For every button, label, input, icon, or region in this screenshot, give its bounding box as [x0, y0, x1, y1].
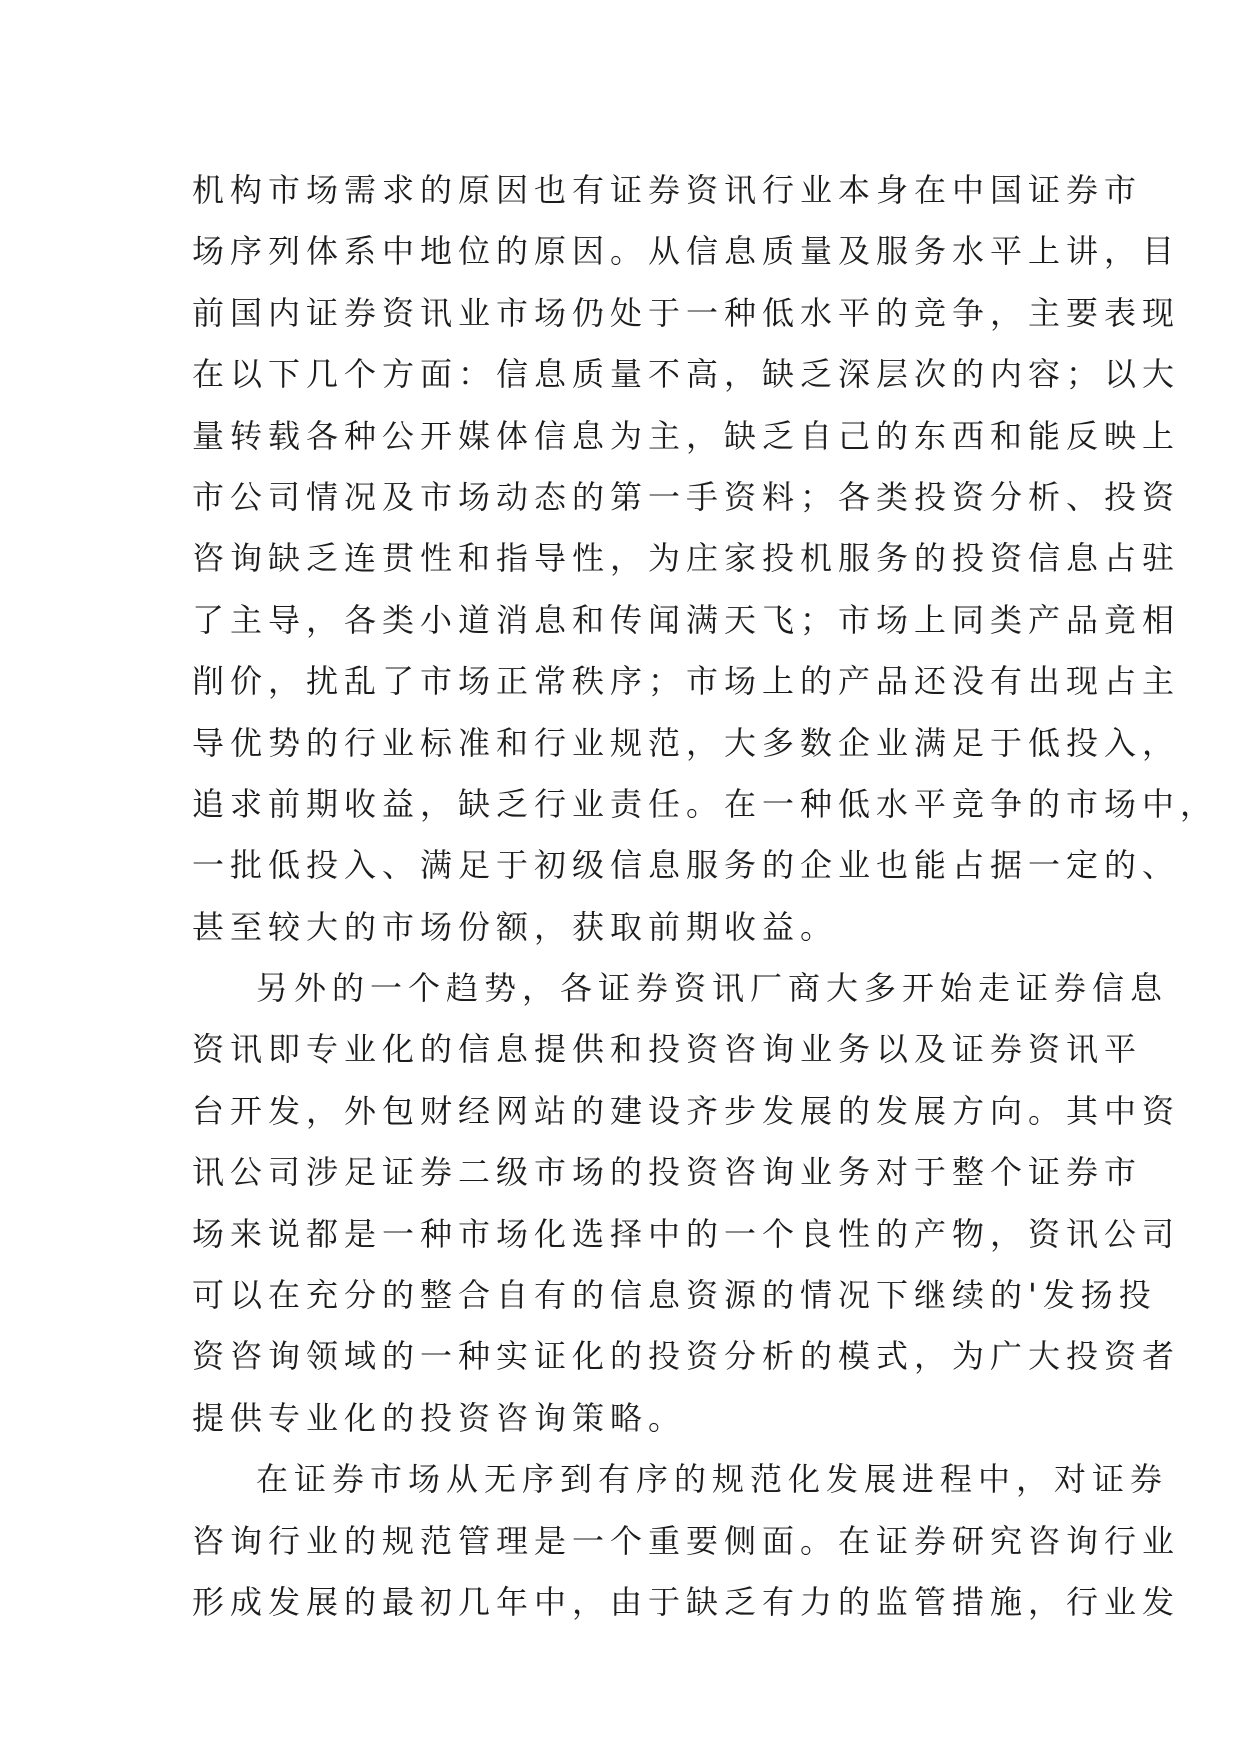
text-line: 咨询缺乏连贯性和指导性，为庄家投机服务的投资信息占驻: [192, 539, 1181, 578]
text-line: 在以下几个方面：信息质量不高，缺乏深层次的内容；以大: [192, 355, 1181, 394]
paragraph: [192, 1449, 1181, 1633]
text-line: 前国内证券资讯业市场仍处于一种低水平的竞争，主要表现: [192, 293, 1181, 332]
text-line: 在证券市场从无序到有序的规范化发展进程中，对证券: [256, 1460, 1169, 1499]
text-line: 台开发，外包财经网站的建设齐步发展的发展方向。其中资: [192, 1091, 1181, 1130]
text-line: 追求前期收益，缺乏行业责任。在一种低水平竞争的市场中，: [192, 784, 1219, 823]
text-line: 市公司情况及市场动态的第一手资料；各类投资分析、投资: [192, 477, 1181, 516]
text-line: 提供专业化的投资咨询策略。: [192, 1398, 687, 1437]
text-line: 削价，扰乱了市场正常秩序；市场上的产品还没有出现占主: [192, 662, 1181, 701]
text-line: 形成发展的最初几年中，由于缺乏有力的监管措施，行业发: [192, 1582, 1181, 1621]
text-line: 资咨询领域的一种实证化的投资分析的模式，为广大投资者: [192, 1337, 1181, 1376]
text-line: 另外的一个趋势，各证券资讯厂商大多开始走证券信息: [256, 969, 1169, 1008]
paragraph: [192, 160, 1219, 958]
text-line: 资讯即专业化的信息提供和投资咨询业务以及证券资讯平: [192, 1030, 1143, 1069]
text-line: 场来说都是一种市场化选择中的一个良性的产物，资讯公司: [192, 1214, 1181, 1253]
text-line: 可以在充分的整合自有的信息资源的情况下继续的'发扬投: [192, 1276, 1157, 1315]
text-line: 讯公司涉足证券二级市场的投资咨询业务对于整个证券市: [192, 1153, 1143, 1192]
paragraph: [192, 958, 1181, 1449]
text-line: 咨询行业的规范管理是一个重要侧面。在证券研究咨询行业: [192, 1521, 1181, 1560]
text-line: 导优势的行业标准和行业规范，大多数企业满足于低投入，: [192, 723, 1181, 762]
text-line: 甚至较大的市场份额，获取前期收益。: [192, 907, 839, 946]
text-line: 量转载各种公开媒体信息为主，缺乏自己的东西和能反映上: [192, 416, 1181, 455]
text-line: 了主导，各类小道消息和传闻满天飞；市场上同类产品竟相: [192, 600, 1181, 639]
body-text: [192, 160, 1219, 1633]
text-line: 一批低投入、满足于初级信息服务的企业也能占据一定的、: [192, 846, 1181, 885]
text-line: 机构市场需求的原因也有证券资讯行业本身在中国证券市: [192, 171, 1143, 209]
text-line: 场序列体系中地位的原因。从信息质量及服务水平上讲，目: [192, 232, 1181, 271]
